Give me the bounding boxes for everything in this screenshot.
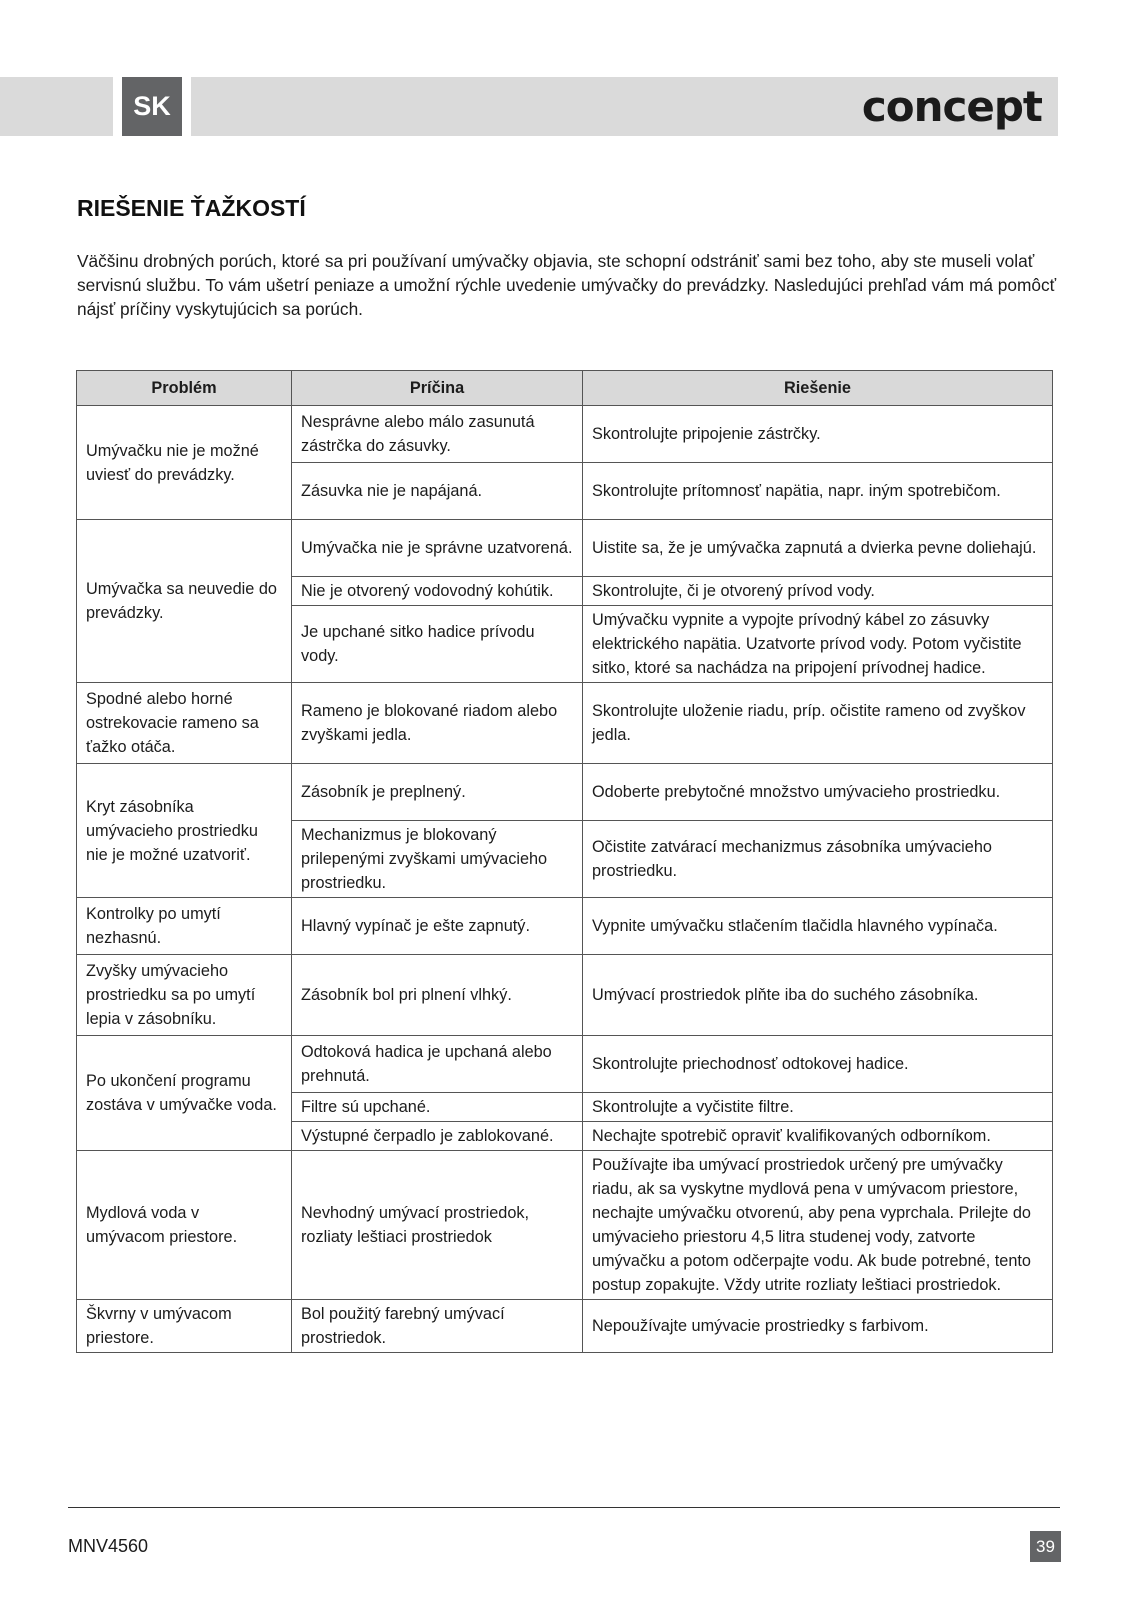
cause-cell: Nie je otvorený vodovodný kohútik. bbox=[292, 577, 583, 606]
problem-cell: Škvrny v umývacom priestore. bbox=[77, 1300, 292, 1353]
table-row bbox=[77, 764, 1053, 821]
troubleshooting-table bbox=[76, 370, 1053, 1353]
solution-cell: Skontrolujte priechodnosť odtokovej hadice. bbox=[583, 1036, 1053, 1093]
table-row bbox=[77, 520, 1053, 577]
column-header-problem: Problém bbox=[77, 371, 292, 406]
model-number: MNV4560 bbox=[68, 1536, 149, 1556]
solution-cell: Skontrolujte prítomnosť napätia, napr. iným spotrebičom. bbox=[583, 463, 1053, 520]
problem-cell: Po ukončení programu zostáva v umývačke voda. bbox=[77, 1036, 292, 1151]
solution-cell: Skontrolujte pripojenie zástrčky. bbox=[583, 406, 1053, 463]
cause-cell: Odtoková hadica je upchaná alebo prehnutá. bbox=[292, 1036, 583, 1093]
cause-cell: Nevhodný umývací prostriedok, rozliaty leštiaci prostriedok bbox=[292, 1151, 583, 1300]
table-row bbox=[77, 1300, 1053, 1353]
solution-cell: Skontrolujte, či je otvorený prívod vody. bbox=[583, 577, 1053, 606]
solution-cell: Nepoužívajte umývacie prostriedky s farbivom. bbox=[583, 1300, 1053, 1353]
table-header-row bbox=[77, 371, 1053, 406]
cause-cell: Filtre sú upchané. bbox=[292, 1093, 583, 1122]
solution-cell: Používajte iba umývací prostriedok určený pre umývačky riadu, ak sa vyskytne mydlová pena v umývacom priestore, nechajte umývačku otvorenú, aby pena vyprchala. Prilejte do umývacieho priestoru 4,5 litra studenej vody, zatvorte umývačku a potom odčerpajte vodu. Ak bude potrebné, tento postup zopakujte. Vždy utrite rozliaty leštiaci prostriedok. bbox=[583, 1151, 1053, 1300]
table-row bbox=[77, 898, 1053, 955]
solution-cell: Nechajte spotrebič opraviť kvalifikovaných odborníkom. bbox=[583, 1122, 1053, 1151]
table-row bbox=[77, 1151, 1053, 1300]
cause-cell: Mechanizmus je blokovaný prilepenými zvyškami umývacieho prostriedku. bbox=[292, 821, 583, 898]
problem-cell: Umývačka sa neuvedie do prevádzky. bbox=[77, 520, 292, 683]
problem-cell: Kontrolky po umytí nezhasnú. bbox=[77, 898, 292, 955]
cause-cell: Rameno je blokované riadom alebo zvyškami jedla. bbox=[292, 683, 583, 764]
problem-cell: Kryt zásobníka umývacieho prostriedku nie je možné uzatvoriť. bbox=[77, 764, 292, 898]
problem-cell: Zvyšky umývacieho prostriedku sa po umytí lepia v zásobníku. bbox=[77, 955, 292, 1036]
cause-cell: Umývačka nie je správne uzatvorená. bbox=[292, 520, 583, 577]
solution-cell: Skontrolujte uloženie riadu, príp. očistite rameno od zvyškov jedla. bbox=[583, 683, 1053, 764]
solution-cell: Umývací prostriedok plňte iba do suchého zásobníka. bbox=[583, 955, 1053, 1036]
language-badge: SK bbox=[122, 77, 182, 136]
footer-rule bbox=[68, 1507, 1060, 1508]
problem-cell: Spodné alebo horné ostrekovacie rameno sa ťažko otáča. bbox=[77, 683, 292, 764]
page-number: 39 bbox=[1030, 1531, 1061, 1562]
header-separator bbox=[113, 77, 122, 136]
table-row bbox=[77, 1036, 1053, 1093]
solution-cell: Uistite sa, že je umývačka zapnutá a dvierka pevne doliehajú. bbox=[583, 520, 1053, 577]
brand-logo: concept bbox=[861, 82, 1042, 131]
cause-cell: Bol použitý farebný umývací prostriedok. bbox=[292, 1300, 583, 1353]
solution-cell: Vypnite umývačku stlačením tlačidla hlavného vypínača. bbox=[583, 898, 1053, 955]
solution-cell: Skontrolujte a vyčistite filtre. bbox=[583, 1093, 1053, 1122]
cause-cell: Výstupné čerpadlo je zablokované. bbox=[292, 1122, 583, 1151]
solution-cell: Očistite zatvárací mechanizmus zásobníka umývacieho prostriedku. bbox=[583, 821, 1053, 898]
problem-cell: Mydlová voda v umývacom priestore. bbox=[77, 1151, 292, 1300]
table-row bbox=[77, 683, 1053, 764]
solution-cell: Umývačku vypnite a vypojte prívodný kábel zo zásuvky elektrického napätia. Uzatvorte prívod vody. Potom vyčistite sitko, ktoré sa nachádza na pripojení prívodnej hadice. bbox=[583, 606, 1053, 683]
column-header-cause: Príčina bbox=[292, 371, 583, 406]
solution-cell: Odoberte prebytočné množstvo umývacieho prostriedku. bbox=[583, 764, 1053, 821]
column-header-solution: Riešenie bbox=[583, 371, 1053, 406]
page-title: RIEŠENIE ŤAŽKOSTÍ bbox=[77, 195, 306, 221]
cause-cell: Zásuvka nie je napájaná. bbox=[292, 463, 583, 520]
cause-cell: Je upchané sitko hadice prívodu vody. bbox=[292, 606, 583, 683]
table-row bbox=[77, 406, 1053, 463]
intro-paragraph: Väčšinu drobných porúch, ktoré sa pri používaní umývačky objavia, ste schopní odstrániť sami bez toho, aby ste museli volať servisnú službu. To vám ušetrí peniaze a umožní rýchle uvedenie umývačky do prevádzky. Nasledujúci prehľad vám má pomôcť nájsť príčiny vyskytujúcich sa porúch. bbox=[77, 251, 1057, 319]
cause-cell: Zásobník bol pri plnení vlhký. bbox=[292, 955, 583, 1036]
header-separator bbox=[182, 77, 191, 136]
problem-cell: Umývačku nie je možné uviesť do prevádzky. bbox=[77, 406, 292, 520]
cause-cell: Hlavný vypínač je ešte zapnutý. bbox=[292, 898, 583, 955]
table-row bbox=[77, 955, 1053, 1036]
cause-cell: Nesprávne alebo málo zasunutá zástrčka do zásuvky. bbox=[292, 406, 583, 463]
cause-cell: Zásobník je preplnený. bbox=[292, 764, 583, 821]
